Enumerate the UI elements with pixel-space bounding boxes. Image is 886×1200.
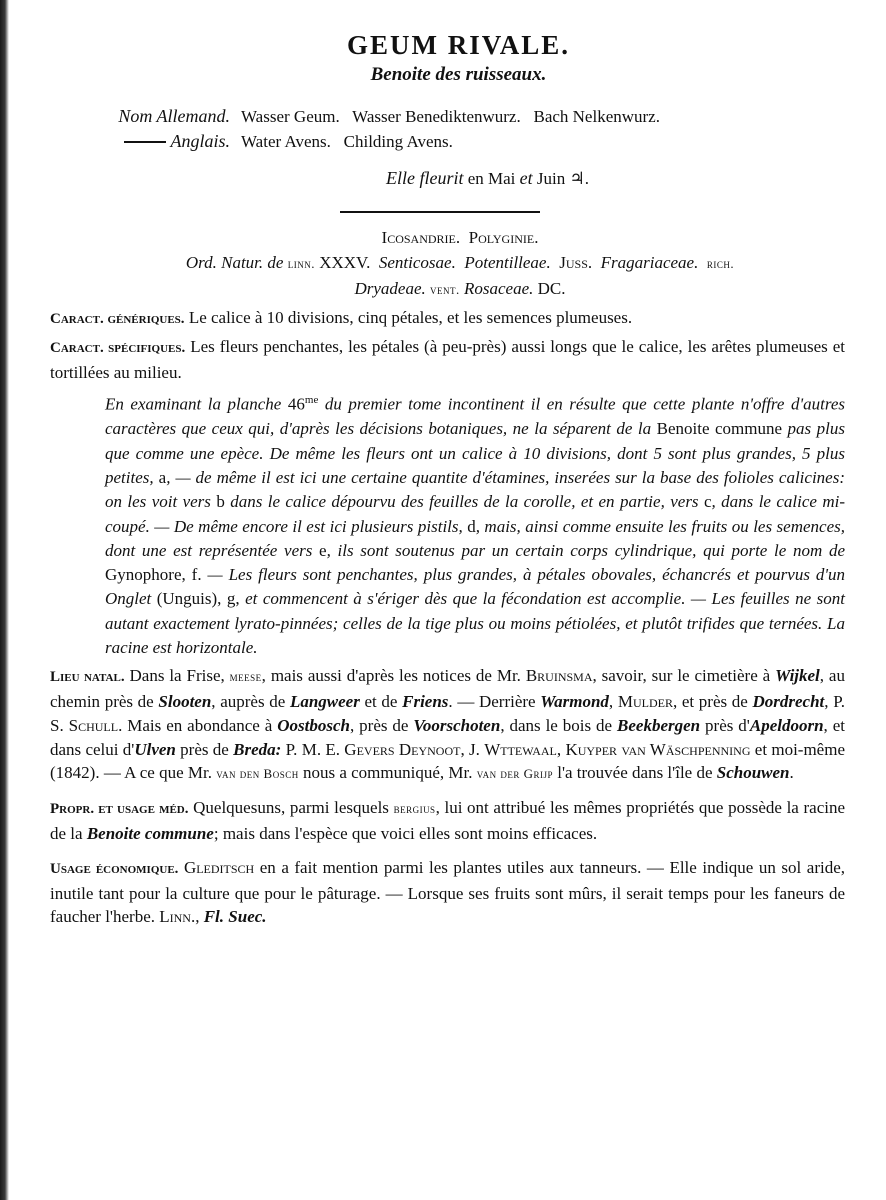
flowering-period <box>130 167 845 191</box>
flowering-end: Juin <box>532 169 570 188</box>
habitat-text: , et dans celui d' <box>50 715 845 759</box>
english-label-cell <box>90 129 241 154</box>
habitat-text: , au chemin près de <box>50 666 845 712</box>
obs-upright: (Unguis), g, <box>156 589 240 609</box>
habitat-text: nous a communiqué, Mr. <box>298 763 477 783</box>
habitat-text: , auprès de <box>211 692 290 712</box>
habitat-text: , dans le bois de <box>500 715 618 735</box>
author-linn: linn. <box>287 255 315 271</box>
ord-fragariaceae: Fragariaceae. <box>600 252 699 272</box>
divider-rule <box>340 211 540 213</box>
habitat-author: Bruinsma <box>525 666 593 686</box>
obs-plate-number: 46 <box>287 395 305 415</box>
habitat-author: Mulder <box>617 692 673 712</box>
author-vent: vent. <box>430 281 460 297</box>
habitat-place: Apeldoorn <box>749 715 824 735</box>
flowering-it-2: et <box>519 168 533 188</box>
habitat-place: Wijkel <box>775 666 820 686</box>
obs-letter: d <box>467 516 476 536</box>
habitat-text: , <box>608 692 618 712</box>
ord-rosaceae: Rosaceae. <box>464 278 534 298</box>
classification <box>75 225 845 302</box>
habitat-author: meese <box>229 669 262 685</box>
author-dc: DC. <box>537 278 566 298</box>
habitat-text: , <box>556 739 566 759</box>
economic-text: , <box>195 907 204 927</box>
economic-section <box>50 856 845 929</box>
habitat-text: , P. S. <box>50 692 846 735</box>
page-subtitle: Benoite des ruisseaux. <box>370 64 547 85</box>
german-values: Wasser Geum. Wasser Benediktenwurz. Bach Nelkenwurz. <box>241 107 660 126</box>
flowering-mid: en Mai <box>463 169 520 188</box>
habitat-text: , mais aussi d'après les notices de Mr. <box>261 666 526 686</box>
obs-text: , mais, ainsi comme ensuite les fruits ou les semences, dont une est représentée vers <box>105 516 845 560</box>
habitat-author: Kuyper van Wäschpenning <box>565 739 751 759</box>
obs-letter: a <box>158 467 167 487</box>
habitat-place: Schouwen <box>716 763 790 783</box>
scan-border <box>0 0 9 1200</box>
obs-text: , — de même il est ici une certaine quantite d'étamines, inserées sur la base des folioles calicines: on les voit vers <box>105 467 845 512</box>
medicinal-plant: Benoite commune <box>86 824 214 844</box>
habitat-text: , et près de <box>672 692 753 712</box>
obs-text: En examinant la planche <box>105 395 288 415</box>
habitat-place: Slooten <box>158 692 212 712</box>
habitat-text: , savoir, sur le cimetière à <box>592 666 776 686</box>
habitat-text: . — Derrière <box>448 692 541 712</box>
economic-author: Linn. <box>159 907 196 927</box>
habitat-text: Dans la Frise, <box>124 666 230 686</box>
habitat-place: Dordrecht <box>752 692 825 712</box>
obs-letter: b <box>216 492 225 512</box>
habitat-text: près d' <box>700 715 750 735</box>
obs-text: , ils sont soutenus par un certain corps cylindrique, qui porte le nom de <box>326 540 845 560</box>
obs-letter: e <box>319 540 327 560</box>
english-label: Anglais. <box>170 131 230 151</box>
classif-line-3 <box>75 276 845 302</box>
habitat-author: Wttewaal <box>484 739 557 759</box>
habitat-text: P. M. E. <box>281 739 345 759</box>
obs-text: pas plus que comme une epèce. De même les fleurs ont un calice à 10 divisions, dont 5 sont plus grandes, 5 plus petites, <box>105 419 845 487</box>
obs-text: dans le calice dépourvu des feuilles de la corolle, et en partie, vers <box>224 492 704 512</box>
english-names-row <box>90 129 845 154</box>
habitat-place: Warmond <box>540 692 609 712</box>
habitat-text: et de <box>359 692 403 712</box>
native-habitat-section <box>50 664 845 786</box>
specific-characters-text: Les fleurs penchantes, les pétales (à peu-près) aussi longs que le calice, les arêtes plumeuses et tortillées au milieu. <box>50 337 845 382</box>
obs-text: — Les fleurs sont penchantes, plus grandes, à pétales obovales, échancrés et pourvus d'un Onglet <box>105 565 846 609</box>
ord-potentilleae: Potentilleae. <box>464 252 551 272</box>
classif-line-1 <box>75 225 845 250</box>
ord-natur: Ord. Natur. de <box>185 252 284 272</box>
author-juss: Juss. <box>559 252 593 272</box>
class-icosandrie: Icosandrie. <box>381 227 461 247</box>
perennial-symbol: ♃. <box>569 169 589 188</box>
german-names-row <box>90 104 845 129</box>
habitat-place: Oostbosch <box>277 715 350 735</box>
habitat-place: Ulven <box>134 739 176 759</box>
generic-characters-heading: Caract. génériques. <box>50 310 185 327</box>
obs-letter: c <box>703 492 712 512</box>
german-label: Nom Allemand. <box>118 106 230 126</box>
habitat-author: Gevers Deynoot <box>344 739 461 759</box>
habitat-text: . Mais en abondance à <box>118 715 278 735</box>
generic-characters-text: Le calice à 10 divisions, cinq pétales, et les semences plumeuses. <box>188 307 633 327</box>
habitat-text: , J. <box>460 739 485 759</box>
ord-senticosae: Senticosae. <box>378 252 456 272</box>
specific-characters-heading: Caract. spécifiques. <box>50 340 186 357</box>
ord-dryadeae: Dryadeae. <box>354 278 426 298</box>
flowering-it-1: Elle fleurit <box>385 168 464 188</box>
medicinal-text: Quelquesuns, parmi lesquels <box>188 798 394 818</box>
class-polyginie: Polyginie. <box>468 227 539 247</box>
generic-characters <box>50 306 845 332</box>
specific-characters <box>50 335 845 384</box>
obs-text: et commencent à s'ériger dès que la fécondation est accomplie. — Les feuilles ne sont autant exactement lyrato-pinnées; celles de la tige plus ou moins pétiolées, et plutôt trifides que ternées. La racine est horizontale. <box>105 589 845 657</box>
habitat-text: , près de <box>349 715 414 735</box>
observation-paragraph <box>105 388 845 660</box>
habitat-author: Schull <box>68 715 119 735</box>
classif-line-2 <box>75 250 845 276</box>
medicinal-section <box>50 796 845 846</box>
author-rich: rich. <box>706 255 735 271</box>
habitat-place: Voorschoten <box>413 715 501 735</box>
economic-text: en a fait mention parmi les plantes utiles aux tanneurs. — Elle indique un sol aride, inutile tant pour la culture que pour le pâturage. — Lorsque ses fruits sont mûrs, il serait temps pour les faneurs de faucher l'herbe. <box>50 857 846 927</box>
page-content <box>50 30 845 929</box>
economic-heading: Usage économique. <box>50 860 179 877</box>
habitat-text: près de <box>175 739 234 759</box>
obs-upright: Gynophore, f. <box>105 565 202 585</box>
common-names <box>90 104 845 154</box>
native-habitat-heading: Lieu natal. <box>50 669 125 686</box>
medicinal-text: ; mais dans l'espèce que voici elles sont moins efficaces. <box>213 824 598 844</box>
habitat-text: . <box>789 763 794 783</box>
habitat-place: Breda: <box>233 739 282 759</box>
ord-number: XXXV. <box>319 252 371 272</box>
habitat-author: van den Bosch <box>216 766 299 782</box>
page-title: GEUM RIVALE. <box>346 30 571 60</box>
obs-text: , dans le calice mi-coupé. — De même encore il est ici plusieurs pistils, <box>105 492 846 536</box>
medicinal-author: bergius <box>393 801 436 817</box>
medicinal-heading: Propr. et usage méd. <box>50 801 189 818</box>
habitat-place: Friens <box>402 692 449 712</box>
habitat-text: et moi-même (1842). — A ce que Mr. <box>50 739 845 783</box>
medicinal-text: , lui ont attribué les mêmes propriétés que possède la racine de la <box>50 798 846 844</box>
habitat-text: l'a trouvée dans l'île de <box>552 763 717 783</box>
economic-author: Gleditsch <box>183 857 255 877</box>
habitat-place: Langweer <box>289 692 360 712</box>
habitat-place: Beekbergen <box>617 715 701 735</box>
ditto-dash <box>124 141 166 143</box>
economic-reference: Fl. Suec. <box>203 907 267 927</box>
obs-upright: Benoite commune <box>656 419 783 439</box>
obs-text: du premier tome incontinent il en résulte que cette plante n'offre d'autres caractères que ceux qui, d'après les décisions botaniques, ne la séparent de la <box>105 395 845 439</box>
habitat-author: van der Grijp <box>476 766 553 782</box>
obs-plate-sup: me <box>304 394 319 407</box>
english-values: Water Avens. Childing Avens. <box>241 132 453 151</box>
